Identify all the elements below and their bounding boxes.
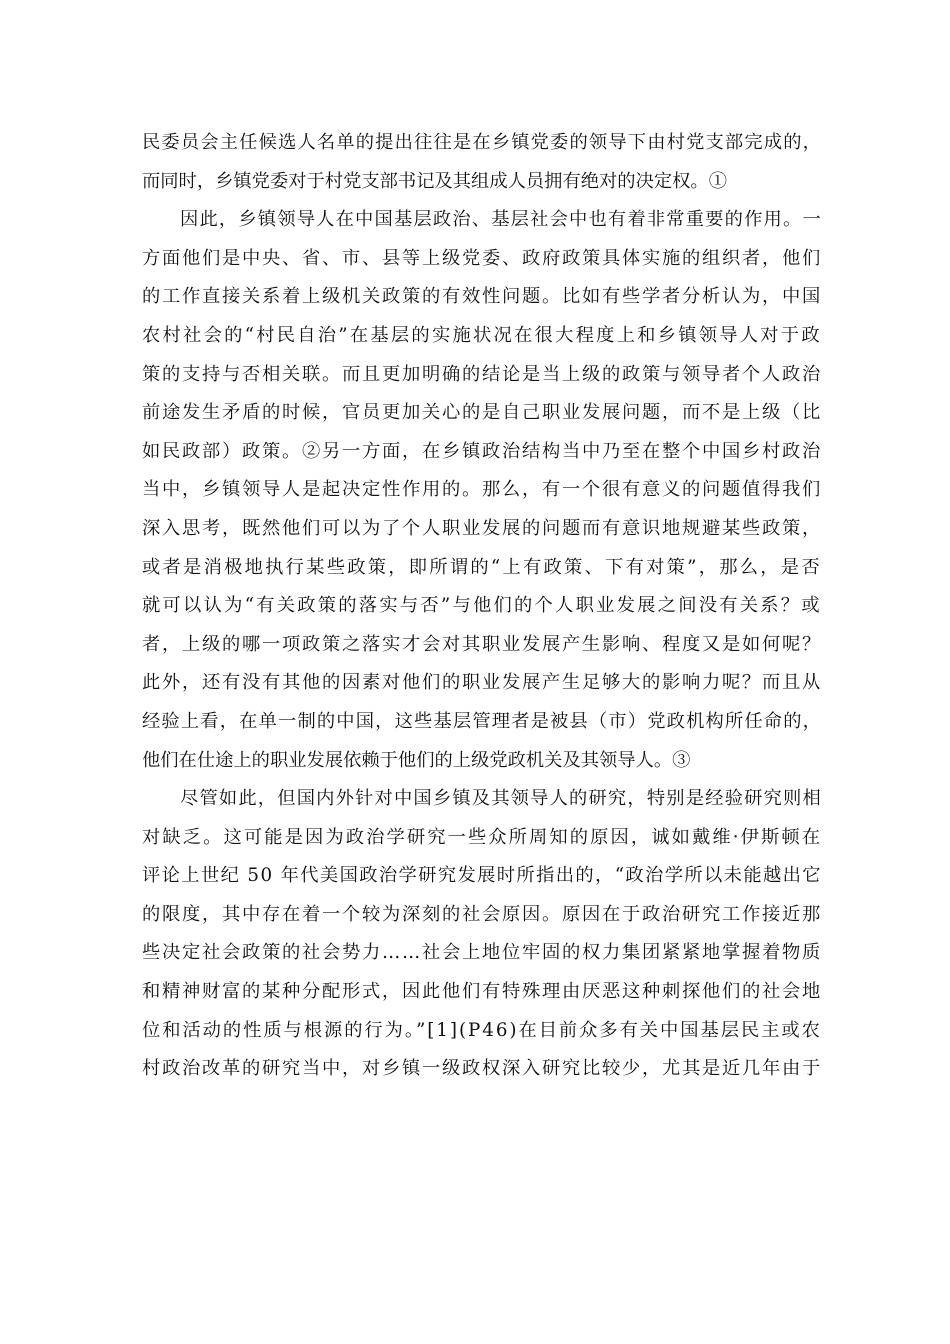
text-line: 就可以认为“有关政策的落实与否”与他们的个人职业发展之间没有关系？或 <box>142 595 822 617</box>
text-line: 或者是消极地执行某些政策，即所谓的“上有政策、下有对策”，那么，是否 <box>142 556 822 578</box>
text-line: 些决定社会政策的社会势力……社会上地位牢固的权力集团紧紧地掌握着物质 <box>142 942 823 964</box>
text-line: 如民政部）政策。②另一方面，在乡镇政治结构当中乃至在整个中国乡村政治 <box>142 440 823 462</box>
text-line: 民委员会主任候选人名单的提出往往是在乡镇党委的领导下由村党支部完成的， <box>142 132 823 153</box>
text-line: 对缺乏。这可能是因为政治学研究一些众所周知的原因，诚如戴维·伊斯顿在 <box>142 826 823 848</box>
text-line: 位和活动的性质与根源的行为。”[1](P46)在目前众多有关中国基层民主或农 <box>142 1019 822 1041</box>
text-line: 策的支持与否相关联。而且更加明确的结论是当上级的政策与领导者个人政治 <box>142 363 823 385</box>
text-line: 方面他们是中央、省、市、县等上级党委、政府政策具体实施的组织者，他们 <box>142 247 823 269</box>
text-line: 经验上看，在单一制的中国，这些基层管理者是被县（市）党政机构所任命的， <box>142 710 823 732</box>
text-line: 的工作直接关系着上级机关政策的有效性问题。比如有些学者分析认为，中国 <box>142 286 823 308</box>
text-line: 农村社会的“村民自治”在基层的实施状况在很大程度上和乡镇领导人对于政 <box>142 324 822 346</box>
text-line: 村政治改革的研究当中，对乡镇一级政权深入研究比较少，尤其是近几年由于 <box>142 1058 823 1080</box>
text-line: 此外，还有没有其他的因素对他们的职业发展产生足够大的影响力呢？而且从 <box>142 672 823 694</box>
body-text <box>142 124 822 1089</box>
paragraph-first-line: 尽管如此，但国内外针对中国乡镇及其领导人的研究，特别是经验研究则相 <box>180 788 822 810</box>
text-line: 和精神财富的某种分配形式，因此他们有特殊理由厌恶这种刺探他们的社会地 <box>142 981 823 1003</box>
text-line: 而同时，乡镇党委对于村党支部书记及其组成人员拥有绝对的决定权。① <box>142 170 727 192</box>
text-line: 前途发生矛盾的时候，官员更加关心的是自己职业发展问题，而不是上级（比 <box>142 402 823 424</box>
text-line: 评论上世纪 50 年代美国政治学研究发展时所指出的，“政治学所以未能越出它 <box>142 865 822 887</box>
paragraph-first-line: 因此，乡镇领导人在中国基层政治、基层社会中也有着非常重要的作用。一 <box>180 209 822 231</box>
text-line: 深入思考，既然他们可以为了个人职业发展的问题而有意识地规避某些政策， <box>142 517 823 539</box>
text-line: 的限度，其中存在着一个较为深刻的社会原因。原因在于政治研究工作接近那 <box>142 903 823 925</box>
text-line: 他们在仕途上的职业发展依赖于他们的上级党政机关及其领导人。③ <box>142 749 691 771</box>
text-line: 当中，乡镇领导人是起决定性作用的。那么，有一个很有意义的问题值得我们 <box>142 479 823 501</box>
text-line: 者，上级的哪一项政策之落实才会对其职业发展产生影响、程度又是如何呢？ <box>142 633 823 655</box>
